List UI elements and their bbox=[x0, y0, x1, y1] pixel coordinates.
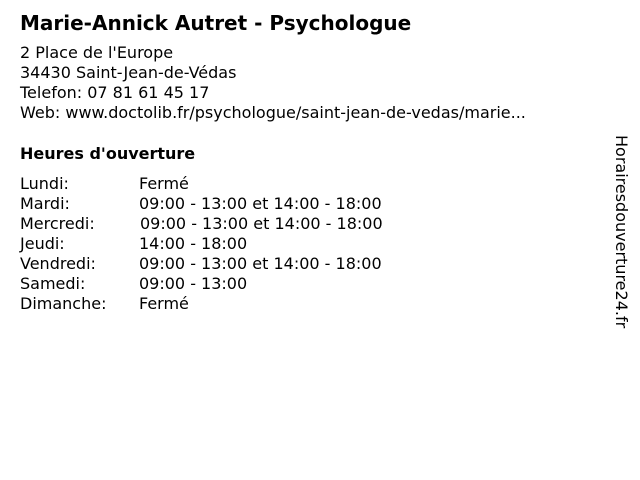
city-address: 34430 Saint-Jean-de-Védas bbox=[20, 63, 237, 82]
watermark-text: Horairesdouverture24.fr bbox=[612, 135, 631, 329]
time-value: 09:00 - 13:00 et 14:00 - 18:00 bbox=[139, 254, 382, 273]
site-watermark bbox=[603, 135, 639, 345]
time-value: 09:00 - 13:00 et 14:00 - 18:00 bbox=[140, 214, 383, 233]
day-label: Vendredi: bbox=[20, 254, 96, 273]
time-value: 09:00 - 13:00 et 14:00 - 18:00 bbox=[139, 194, 382, 213]
day-label: Lundi: bbox=[20, 174, 69, 193]
day-label: Jeudi: bbox=[20, 234, 65, 253]
page-title: Marie-Annick Autret - Psychologue bbox=[20, 11, 412, 35]
website-link[interactable]: Web: www.doctolib.fr/psychologue/saint-jean-de-vedas/marie... bbox=[20, 103, 526, 122]
opening-hours-heading: Heures d'ouverture bbox=[20, 144, 196, 163]
day-label: Dimanche: bbox=[20, 294, 107, 313]
day-label: Mardi: bbox=[20, 194, 70, 213]
time-value: 14:00 - 18:00 bbox=[139, 234, 248, 253]
phone-number: Telefon: 07 81 61 45 17 bbox=[20, 83, 210, 102]
time-value: Fermé bbox=[139, 174, 189, 193]
time-value: 09:00 - 13:00 bbox=[139, 274, 248, 293]
day-label: Mercredi: bbox=[20, 214, 95, 233]
address-block bbox=[20, 43, 526, 123]
time-value: Fermé bbox=[139, 294, 189, 313]
day-label: Samedi: bbox=[20, 274, 86, 293]
street-address: 2 Place de l'Europe bbox=[20, 43, 174, 62]
